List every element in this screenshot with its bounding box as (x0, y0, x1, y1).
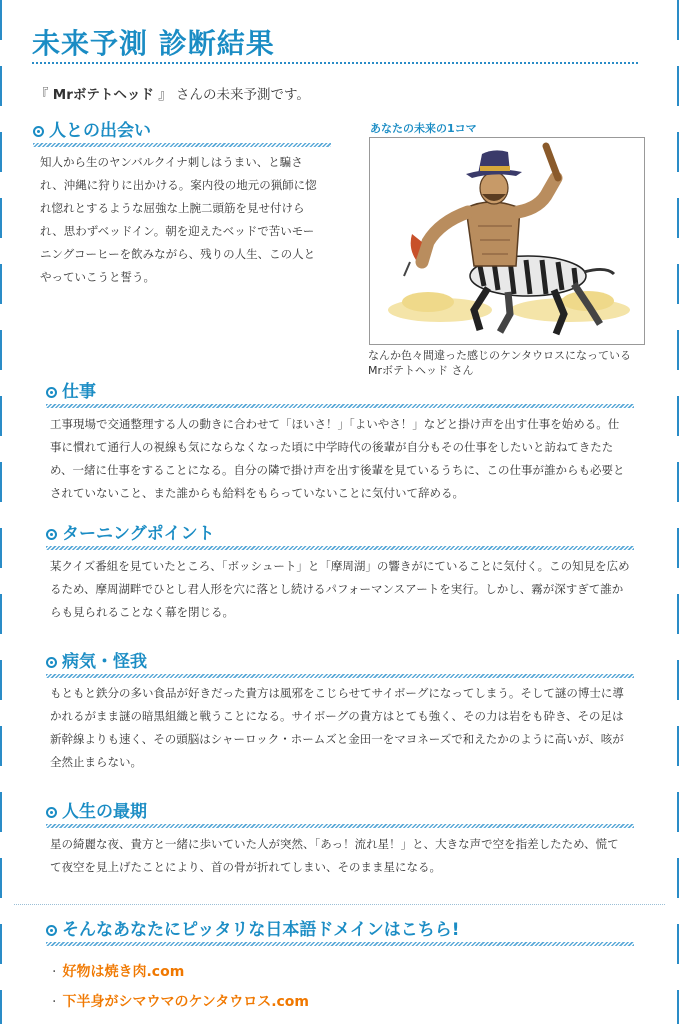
section-heading-text: ターニングポイント (62, 524, 215, 544)
section-underline (33, 143, 331, 147)
page-title: 未来予測 診断結果 (32, 27, 275, 60)
section-text-work: 工事現場で交通整理する人の動きに合わせて「ほいさ！」「よいやさ！」などと掛け声を出す仕事を始める。仕事に慣れて通行人の視線も気にならなくなった頃に中学時代の後輩が自分もその仕事をしたいと訪ねてきたため、一緒に仕事をすることになる。自分の隣で掛け声を出す後輩を見ているうちに、この仕事が誰からも必要とされていないこと、また誰からも給料をもらっていないことに気付いて辞める。 (50, 417, 625, 500)
domain-link-text: 下半身がシマウマのケンタウロス.com (62, 994, 310, 1010)
photo-label: あなたの未来の1コマ (370, 122, 477, 135)
section-heading-illness (46, 652, 147, 672)
domain-link-text: 好物は焼き肉.com (62, 964, 185, 980)
section-underline (46, 824, 634, 828)
subject-suffix: さんの未来予測です。 (175, 87, 310, 103)
section-underline (46, 546, 634, 550)
future-illustration (369, 137, 645, 345)
bottom-divider (14, 904, 665, 905)
list-bullet: · (52, 994, 57, 1010)
section-heading-text: 病気・怪我 (62, 652, 147, 672)
section-heading-text: そんなあなたにピッタリな日本語ドメインはこちら! (62, 920, 460, 940)
subject-bracket-open: 『 (35, 87, 49, 103)
photo-caption: なんか色々間違った感じのケンタウロスになっている Mrボテトヘッド さん (368, 349, 632, 377)
domain-link-centaur[interactable] (52, 991, 309, 1011)
left-edge-decoration (0, 0, 2, 1024)
section-underline (46, 404, 634, 408)
section-bullet-icon (33, 126, 44, 137)
list-bullet: · (52, 964, 57, 980)
section-heading-end-of-life (46, 802, 147, 822)
section-underline (46, 674, 634, 678)
section-heading-domain (46, 920, 460, 940)
title-divider (32, 62, 638, 64)
section-heading-work (46, 382, 96, 402)
subject-line (35, 83, 310, 103)
subject-name: Mrボテトヘッド (52, 87, 154, 103)
section-heading-text: 人との出会い (49, 121, 151, 141)
section-heading-encounter (33, 121, 151, 141)
domain-link-yakiniku[interactable] (52, 961, 184, 981)
section-heading-text: 人生の最期 (62, 802, 147, 822)
section-underline (46, 942, 634, 946)
section-bullet-icon (46, 657, 57, 668)
section-bullet-icon (46, 925, 57, 936)
centaur-illustration (370, 138, 644, 344)
section-bullet-icon (46, 807, 57, 818)
section-bullet-icon (46, 529, 57, 540)
section-text-turning-point: 某クイズ番組を見ていたところ、「ボッシュート」と「摩周湖」の響きがにていることに気付く。この知見を広めるため、摩周湖畔でひとし君人形を穴に落とし続けるパフォーマンスアートを実行。しかし、霧が深すぎて誰からも見られることなく幕を閉じる。 (50, 559, 630, 619)
subject-bracket-close: 』 (158, 87, 172, 103)
section-text-end-of-life: 星の綺麗な夜、貴方と一緒に歩いていた人が突然、「あっ！流れ星！」と、大きな声で空を指差したため、慌てて夜空を見上げたことにより、首の骨が折れてしまい、そのまま星になる。 (50, 837, 619, 874)
section-heading-turning-point (46, 524, 215, 544)
section-heading-text: 仕事 (62, 382, 96, 402)
section-text-encounter: 知人から生のヤンバルクイナ刺しはうまい、と騙され、沖縄に狩りに出かける。案内役の地元の猟師に惚れ惚れとするような屈強な上腕二頭筋を見せ付けられ、思わずベッドイン。朝を迎えたベッドで苦いモーニングコーヒーを飲みながら、残りの人生、この人とやっていこうと誓う。 (40, 155, 317, 284)
section-text-illness: もともと鉄分の多い食品が好きだった貴方は風邪をこじらせてサイボーグになってしまう。そして謎の博士に導かれるがまま謎の暗黒組織と戦うことになる。サイボーグの貴方はとても強く、その力は岩をも砕き、その足は新幹線よりも速く、その頭脳はシャーロック・ホームズと金田一をマヨネーズで和えたかのように高いが、咳が全然止まらない。 (50, 686, 624, 769)
section-bullet-icon (46, 387, 57, 398)
